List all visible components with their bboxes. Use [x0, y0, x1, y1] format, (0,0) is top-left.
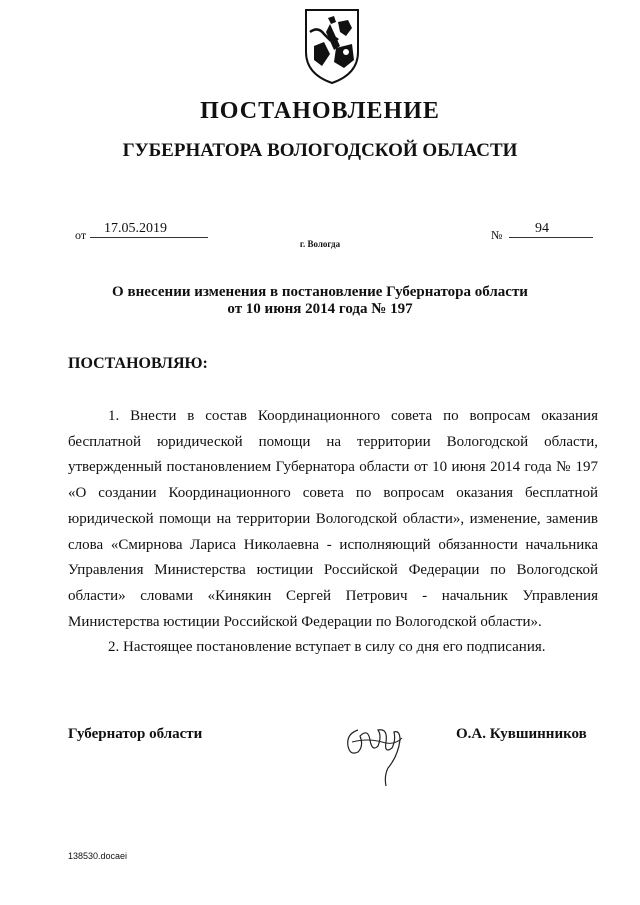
paragraph-1: 1. Внести в состав Координационного совета по вопросам оказания бесплатной юридической помощи на территории Вологодской области, утвержденный постановлением Губернатора области от 10 июня 2014 года № 197 «О создании Координационного совета по вопросам оказания бесплатной юридической помощи на территории Вологодской области», изменение, заменив слова «Смирнова Лариса Николаевна - исполняющий обязанности начальника Управления Министерства юстиции Российской Федерации по Вологодской области» словами «Кинякин Сергей Петрович - начальник Управления Министерства юстиции Российской Федерации по Вологодской области». — [68, 408, 598, 630]
signer-name: О.А. Кувшинников — [456, 726, 587, 742]
document-body — [68, 404, 598, 661]
paragraph-2: 2. Настоящее постановление вступает в силу со дня его подписания. — [108, 639, 546, 656]
file-reference: 138530.docaei — [68, 851, 128, 861]
date-prefix: от — [75, 228, 87, 242]
document-date: 17.05.2019 — [90, 221, 208, 238]
heading-line-2: от 10 июня 2014 года № 197 — [227, 301, 413, 317]
decree-word: ПОСТАНОВЛЯЮ: — [68, 355, 208, 372]
document-number: 94 — [509, 221, 593, 238]
heading-line-1: О внесении изменения в постановление Губернатора области — [112, 284, 528, 300]
coat-of-arms-icon — [300, 6, 364, 86]
document-title: ПОСТАНОВЛЕНИЕ — [200, 98, 440, 124]
number-prefix: № — [491, 228, 503, 242]
document-subtitle: ГУБЕРНАТОРА ВОЛОГОДСКОЙ ОБЛАСТИ — [122, 140, 518, 161]
city-label: г. Вологда — [299, 239, 341, 249]
handwritten-signature — [338, 712, 418, 792]
document-heading — [60, 284, 580, 318]
signer-role: Губернатор области — [68, 726, 203, 742]
